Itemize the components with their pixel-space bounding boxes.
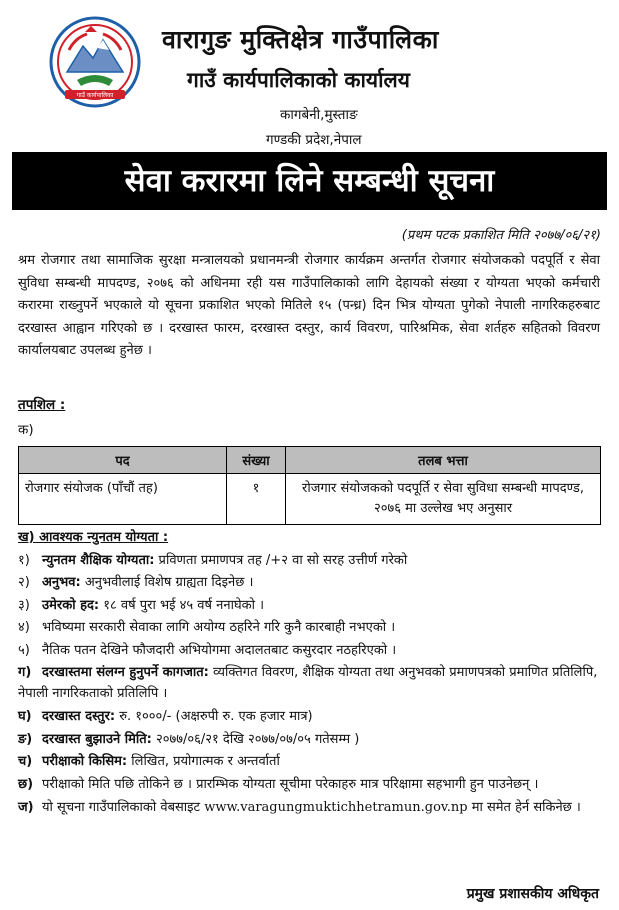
item-text: प्रविणता प्रमाणपत्र तह /+२ वा सो सरह उत्तीर्ण गरेको xyxy=(154,552,408,568)
office-name: वारागुङ मुक्तिक्षेत्र गाउँपालिका xyxy=(162,25,439,54)
item-text: लिखित, प्रयोगात्मक र अन्तर्वार्ता xyxy=(127,754,280,769)
signature-title: प्रमुख प्रशासकीय अधिकृत xyxy=(466,886,599,902)
item-number: ५) xyxy=(18,642,30,658)
office-subtitle: गाउँ कार्यपालिकाको कार्यालय xyxy=(187,68,410,92)
list-item xyxy=(18,595,602,618)
item-label: अनुभव: xyxy=(42,575,81,590)
item-number: च) xyxy=(18,754,33,769)
exam-date xyxy=(18,774,602,797)
cell-post: रोजगार संयोजक (पाँचौं तह) xyxy=(19,474,227,525)
item-number: घ) xyxy=(18,709,32,724)
item-number: ग) xyxy=(18,665,32,680)
address-line-1: कागबेनी,मुस्ताङ xyxy=(280,107,358,123)
website-link[interactable]: www.varagungmuktichhetramun.gov.np xyxy=(204,799,468,815)
municipality-emblem-icon xyxy=(45,14,145,110)
item-label: दरखास्तमा संलग्न हुनुपर्ने कागजात: xyxy=(42,665,209,680)
list-item xyxy=(18,617,602,640)
sub-section-ka: क) xyxy=(18,422,34,438)
item-label: उमेरको हद: xyxy=(42,597,100,613)
item-text: भविष्यमा सरकारी सेवाका लागि अयोग्य ठहरिने गरि कुनै कारबाही नभएको । xyxy=(42,620,396,635)
website-note xyxy=(18,797,602,820)
address-line-2: गण्डकी प्रदेश,नेपाल xyxy=(266,132,362,148)
item-label: परीक्षाको किसिम: xyxy=(42,754,128,769)
item-text: २०७७/०६/२१ देखि २०७७/०७/०५ गतेसम्म ) xyxy=(151,731,360,747)
cell-salary: रोजगार संयोजकको पदपूर्ति र सेवा सुविधा सम्बन्धी मापदण्ड, २०७६ मा उल्लेख भए अनुसार xyxy=(286,474,601,525)
item-number: ३) xyxy=(18,597,30,613)
col-header-count: संख्या xyxy=(227,447,286,474)
emblem-label: गाउँ कार्यपालिका xyxy=(76,92,114,99)
item-number: ङ) xyxy=(18,731,33,747)
col-header-post: पद xyxy=(19,447,227,474)
requirements-title: ख) आवश्यक न्युनतम योग्यता : xyxy=(18,530,169,545)
col-header-salary: तलब भत्ता xyxy=(286,447,601,474)
letterhead xyxy=(12,0,607,150)
item-number: ज) xyxy=(18,799,34,815)
exam-type xyxy=(18,751,602,774)
item-text: रु. १०००/- (अक्षरुपी रु. एक हजार मात्र) xyxy=(115,709,313,724)
item-text: अनुभवीलाई विशेष ग्राह्यता दिइनेछ । xyxy=(80,575,254,590)
application-dates xyxy=(18,729,602,752)
intro-paragraph: श्रम रोजगार तथा सामाजिक सुरक्षा मन्त्रालयको प्रधानमन्त्री रोजगार कार्यक्रम अन्तर्गत रोजगार संयोजकको पदपूर्ति र सेवा सुविधा सम्बन्धी मापदण्ड, २०७६ को अधिनमा रही यस गाउँपालिकाको लागि देहायको संख्या र योग्यता भएको कर्मचारी करारमा राख्नुपर्ने भएकाले यो सूचना प्रकाशित भएको मितिले १५ (पन्ध्र) दिन भित्र योग्यता पुगेको नेपाली नागरिकहरुबाट दरखास्त आह्वान गरिएको छ । दरखास्त फारम, दरखास्त दस्तुर, कार्य विवरण, पारिश्रमिक, सेवा शर्तहरु सहितको विवरण कार्यालयबाट उपलब्ध हुनेछ । xyxy=(18,253,600,359)
table-header-row xyxy=(19,447,601,474)
item-text: परीक्षाको मिति पछि तोकिने छ । प्रारम्भिक योग्यता सूचीमा परेकाहरु मात्र परिक्षामा सहभागी हुन पाउनेछन् । xyxy=(42,776,539,792)
list-item xyxy=(18,572,602,595)
details-label: तपशिल : xyxy=(18,397,66,413)
cell-count: १ xyxy=(227,474,286,525)
item-number: छ) xyxy=(18,776,34,792)
item-label: न्युनतम शैक्षिक योग्यता: xyxy=(42,552,155,568)
requirements-section xyxy=(18,527,602,820)
position-table xyxy=(18,446,601,525)
item-number: २) xyxy=(18,575,30,590)
item-text: नैतिक पतन देखिने फौजदारी अभियोगमा अदालतबाट कसुरदार नठहरिएको । xyxy=(42,642,397,658)
item-number: ४) xyxy=(18,620,30,635)
list-item xyxy=(18,640,602,663)
item-text: मा समेत हेर्न सकिनेछ । xyxy=(471,799,581,815)
notice-title-banner: सेवा करारमा लिने सम्बन्धी सूचना xyxy=(12,152,607,210)
item-number: १) xyxy=(18,552,30,568)
item-text: व्यक्तिगत विवरण, शैक्षिक योग्यता तथा अनुभवको प्रमाणपत्रको प्रमाणित प्रतिलिपि, नेपाली नागरिकताको प्रतिलिपि । xyxy=(18,665,598,701)
application-fee xyxy=(18,706,602,729)
item-label: दरखास्त बुझाउने मिति: xyxy=(42,731,152,747)
item-text: यो सूचना गाउँपालिकाको वेबसाइट xyxy=(42,799,201,815)
documents-required xyxy=(18,662,602,706)
item-label: दरखास्त दस्तुर: xyxy=(42,709,116,724)
item-text: १८ वर्ष पुरा भई ४५ वर्ष ननाघेको । xyxy=(99,597,265,613)
list-item xyxy=(18,550,602,573)
table-row xyxy=(19,474,601,525)
publication-date-note: (प्रथम पटक प्रकाशित मिति २०७७/०६/२१) xyxy=(401,228,601,243)
